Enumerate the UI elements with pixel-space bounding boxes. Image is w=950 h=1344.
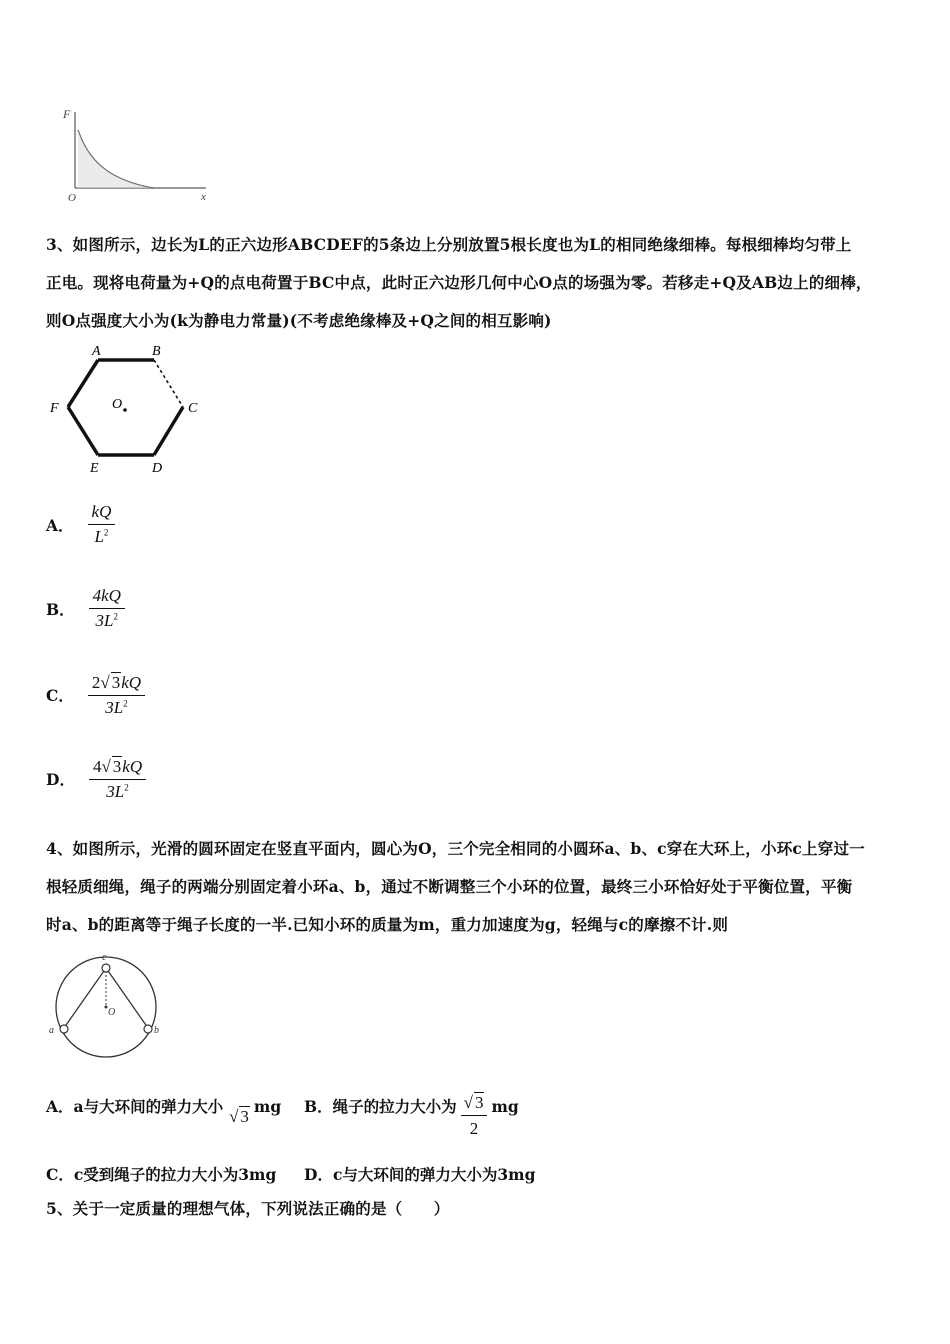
q4-option-b-unit: mg <box>491 1097 519 1116</box>
small-ring-b <box>144 1025 152 1033</box>
q3-option-a-exponent: 2 <box>103 527 109 538</box>
q3-option-a-formula <box>88 502 116 547</box>
hex-center-point <box>123 408 127 412</box>
q4-option-b-root: 3 <box>474 1093 484 1112</box>
q3-option-b-denominator: 3L <box>95 611 114 630</box>
q3-option-c[interactable] <box>46 672 145 718</box>
sqrt-icon: √ <box>101 757 111 776</box>
q3-option-c-coef: 2 <box>91 673 101 692</box>
ring-figure <box>44 955 174 1065</box>
hex-label-c: C <box>188 401 198 416</box>
q3-option-a-denominator: L <box>94 527 104 546</box>
ring-label-a: a <box>49 1025 54 1036</box>
hex-edge-cd <box>154 407 183 455</box>
q4-line-2: 根轻质细绳，绳子的两端分别固定着小环a、b，通过不断调整三个小环的位置，最终三小环恰好处于平衡位置，平衡 <box>46 877 853 896</box>
q3-option-a[interactable] <box>46 502 115 547</box>
q3-option-c-denominator: 3L <box>105 698 124 717</box>
q3-option-c-root: 3 <box>111 673 121 692</box>
graph-shaded-region <box>78 130 153 188</box>
q4-option-b[interactable] <box>304 1092 519 1139</box>
q3-option-b-exponent: 2 <box>113 611 118 622</box>
graph-origin-label: O <box>68 192 76 204</box>
force-displacement-graph <box>58 100 218 210</box>
q3-option-c-exponent: 2 <box>123 698 128 709</box>
hex-edge-bc <box>154 360 183 407</box>
q3-option-b-numerator: 4kQ <box>89 586 125 609</box>
sqrt-icon: √ <box>463 1093 473 1112</box>
q4-option-b-text: B．绳子的拉力大小为 <box>304 1097 457 1116</box>
q3-option-d-coef: 4 <box>92 757 102 776</box>
rope-left <box>64 968 106 1028</box>
q3-option-c-formula <box>88 672 145 718</box>
q4-line-3: 时a、b的距离等于绳子长度的一半.已知小环的质量为m，重力加速度为g，轻绳与c的摩擦不计.则 <box>46 915 729 934</box>
q4-option-a-unit: mg <box>253 1097 282 1116</box>
q3-option-d-denominator: 3L <box>106 782 125 801</box>
hex-label-a: A <box>92 344 101 359</box>
hex-edge-fa <box>68 360 98 407</box>
small-ring-a <box>60 1025 68 1033</box>
small-ring-c <box>102 964 110 972</box>
q3-line-3: 则O点强度大小为(k为静电力常量)(不考虑绝缘棒及+Q之间的相互影响) <box>46 311 552 330</box>
q3-option-b[interactable] <box>46 586 125 631</box>
q5-line-1: 5、关于一定质量的理想气体，下列说法正确的是（ ） <box>46 1199 450 1218</box>
q4-option-a[interactable] <box>46 1092 281 1127</box>
q4-option-d[interactable]: D．c与大环间的弹力大小为3mg <box>304 1165 536 1184</box>
q3-line-2: 正电。现将电荷量为+Q的点电荷置于BC中点，此时正六边形几何中心O点的场强为零。若移走+Q及AB边上的细棒， <box>46 273 872 292</box>
q3-option-d-root: 3 <box>112 757 122 776</box>
rope-right <box>106 968 148 1028</box>
q4-line-1: 4、如图所示，光滑的圆环固定在竖直平面内，圆心为O，三个完全相同的小圆环a、b、c穿在大环上，小环c上穿过一 <box>46 839 865 858</box>
hex-edge-ef <box>68 407 98 455</box>
q4-option-a-formula <box>229 1106 250 1127</box>
hex-label-o: O <box>112 397 123 412</box>
q4-option-c[interactable]: C．c受到绳子的拉力大小为3mg <box>46 1165 277 1184</box>
hex-label-e: E <box>90 461 99 476</box>
q3-option-d-exponent: 2 <box>124 782 129 793</box>
q3-line-1: 3、如图所示，边长为L的正六边形ABCDEF的5条边上分别放置5根长度也为L的相同绝缘细棒。每根细棒均匀带上 <box>46 235 852 254</box>
graph-x-label: x <box>201 191 206 203</box>
q4-option-b-formula <box>461 1092 488 1139</box>
sqrt-icon: √ <box>229 1107 239 1126</box>
q4-option-b-denominator: 2 <box>469 1119 479 1138</box>
q3-option-d-num-rest: kQ <box>122 757 143 776</box>
graph-y-label: F <box>63 107 71 121</box>
q3-option-b-formula <box>89 586 125 631</box>
ring-label-c: c <box>102 955 107 963</box>
hex-label-b: B <box>152 344 161 359</box>
q4-option-a-text: A．a与大环间的弹力大小 <box>46 1097 224 1116</box>
sqrt-icon: √ <box>100 673 110 692</box>
q3-option-b-letter: B． <box>46 599 75 619</box>
hex-label-d: D <box>152 461 163 476</box>
ring-label-o: O <box>108 1007 116 1018</box>
q3-option-c-num-rest: kQ <box>121 673 142 692</box>
q3-option-d-formula <box>89 756 146 802</box>
ring-label-b: b <box>154 1025 159 1036</box>
q3-option-a-letter: A． <box>46 515 74 535</box>
q3-option-d[interactable] <box>46 756 146 802</box>
q3-option-a-numerator: kQ <box>88 502 116 525</box>
q3-option-c-letter: C． <box>46 686 74 705</box>
hexagon-figure <box>46 340 216 480</box>
q4-option-a-root: 3 <box>240 1107 249 1126</box>
hex-label-f: F <box>50 401 59 416</box>
q3-option-d-letter: D． <box>46 770 75 789</box>
